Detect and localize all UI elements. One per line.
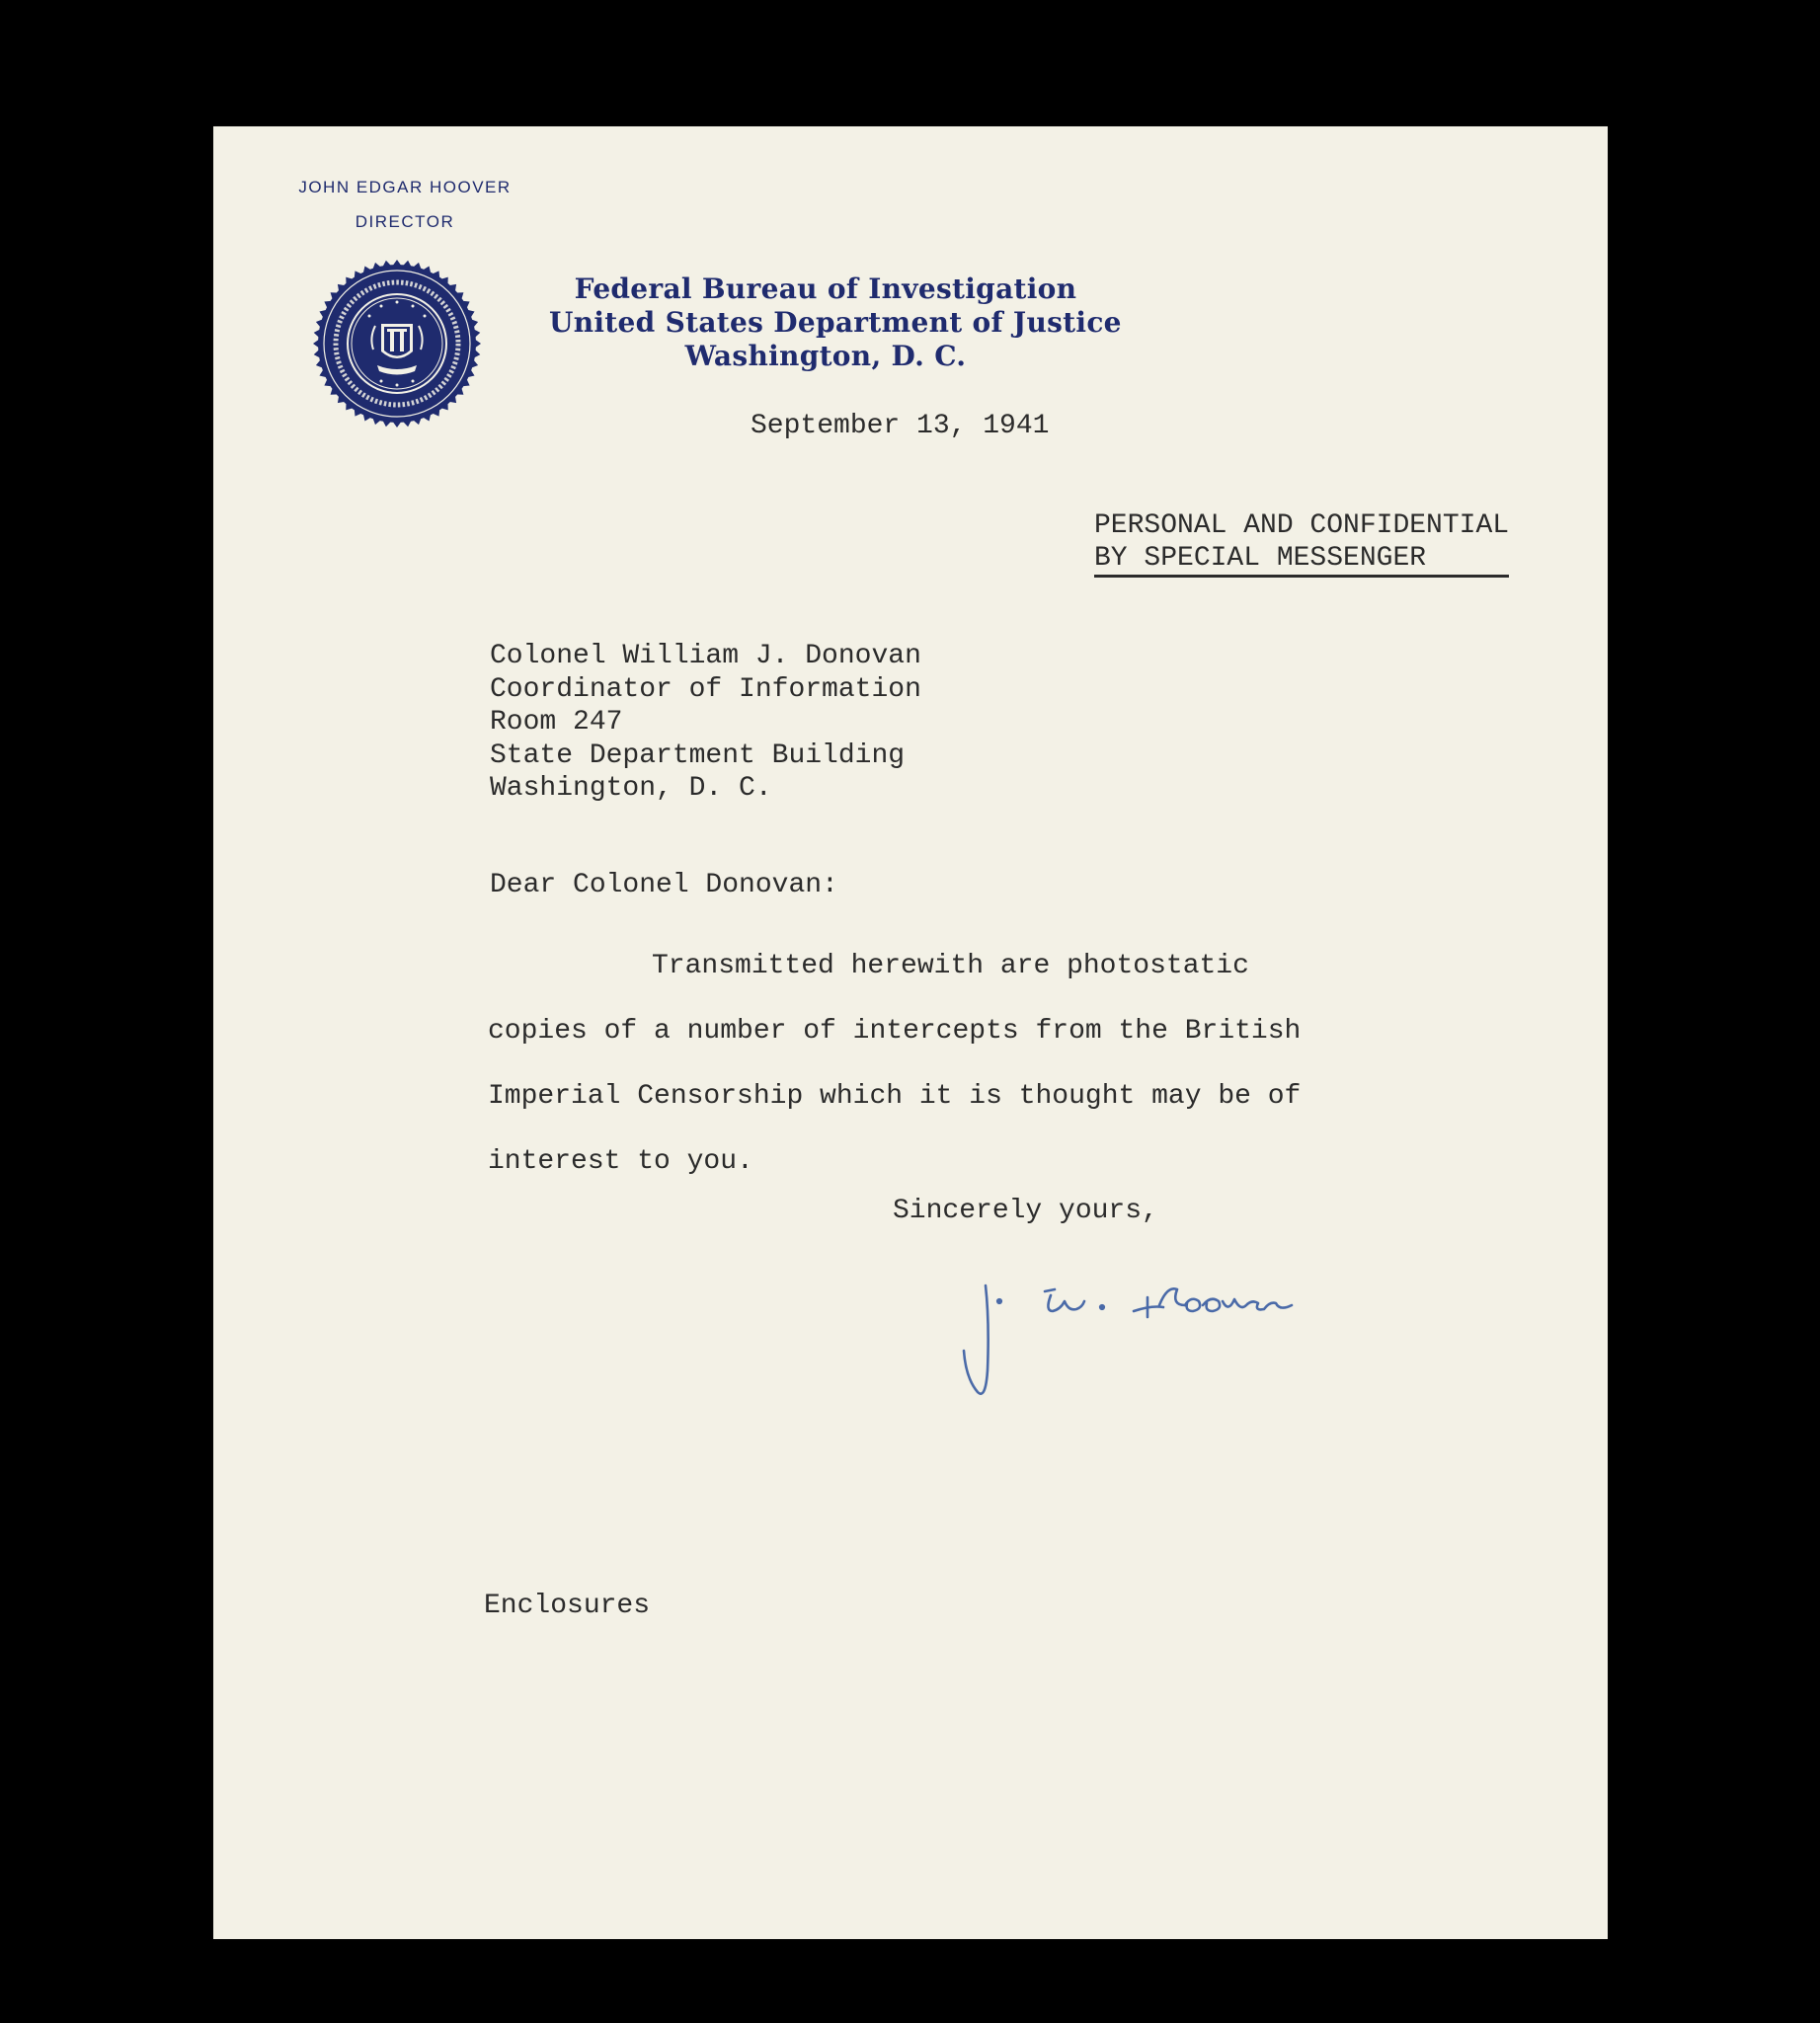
agency-line-1: Federal Bureau of Investigation <box>574 272 1077 305</box>
letterhead-title: DIRECTOR <box>355 212 455 231</box>
agency-line-3: Washington, D. C. <box>684 340 967 372</box>
agency-line-2: United States Department of Justice <box>549 306 1122 339</box>
letterhead-name: JOHN EDGAR HOOVER <box>298 178 512 196</box>
body-line-1: Transmitted herewith are photostatic <box>652 951 1249 981</box>
letter-page <box>213 126 1608 1939</box>
agency-letterhead <box>549 272 1122 373</box>
letter-date: September 13, 1941 <box>751 411 1050 441</box>
fbi-seal-icon <box>312 259 482 428</box>
recipient-line-2: Coordinator of Information <box>490 673 921 705</box>
letter-body <box>488 934 1301 1195</box>
body-line-3: Imperial Censorship which it is thought may be of <box>488 1081 1302 1112</box>
recipient-line-5: Washington, D. C. <box>490 773 772 804</box>
confidential-line-1: PERSONAL AND CONFIDENTIAL <box>1094 510 1510 541</box>
confidential-line-2: BY SPECIAL MESSENGER <box>1094 542 1509 578</box>
closing: Sincerely yours, <box>893 1196 1158 1226</box>
confidential-notice <box>1094 509 1509 578</box>
recipient-address <box>490 640 921 806</box>
enclosures-note: Enclosures <box>484 1591 651 1621</box>
body-line-4: interest to you. <box>488 1146 753 1177</box>
handwritten-signature-icon <box>944 1262 1379 1420</box>
recipient-line-4: State Department Building <box>490 739 906 771</box>
recipient-line-3: Room 247 <box>490 707 623 738</box>
recipient-line-1: Colonel William J. Donovan <box>490 641 921 671</box>
body-line-2: copies of a number of intercepts from the British <box>488 1016 1302 1047</box>
salutation: Dear Colonel Donovan: <box>490 870 838 900</box>
